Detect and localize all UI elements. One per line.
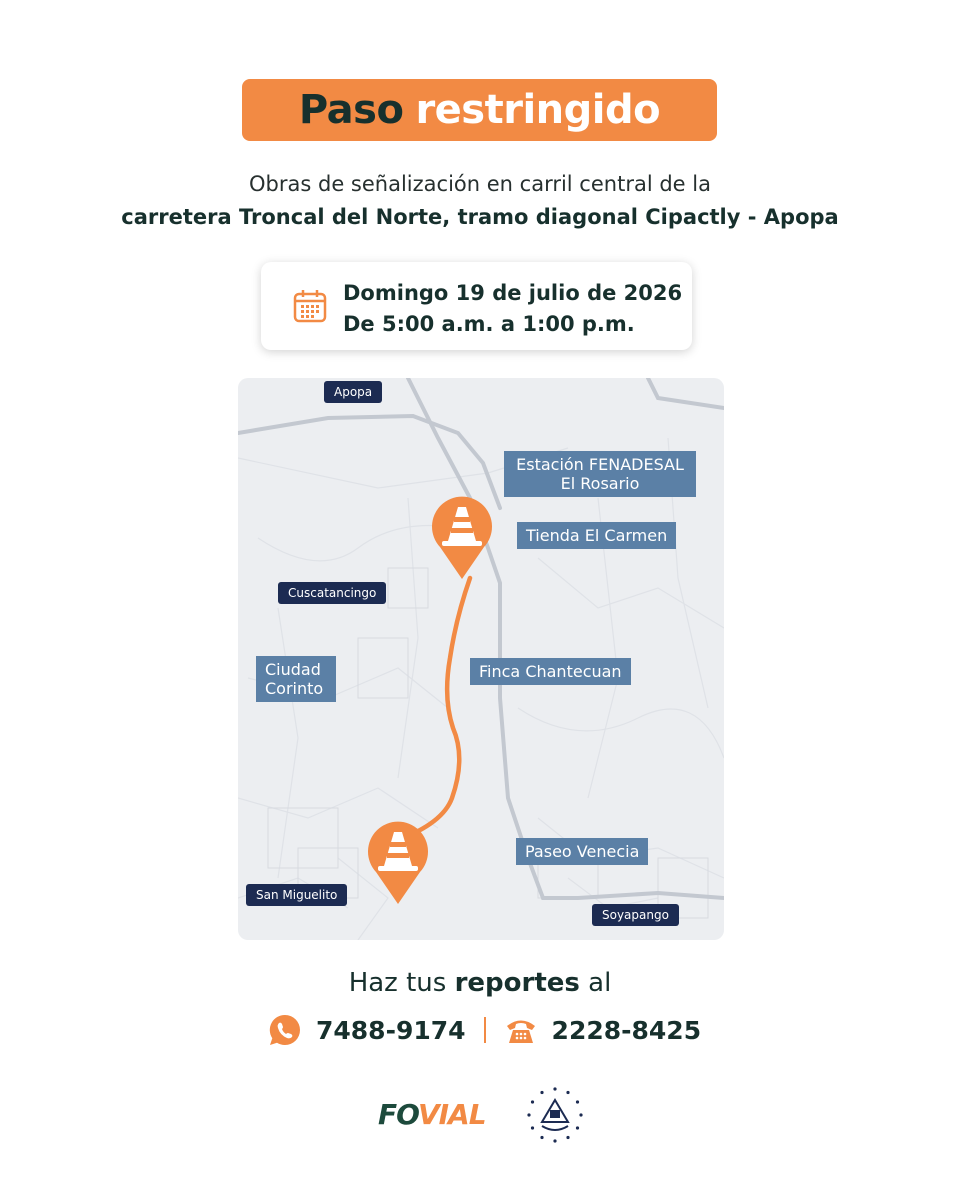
- closure-route: [398, 578, 470, 840]
- title-banner: [242, 79, 717, 141]
- reports-prefix: Haz tus: [348, 968, 447, 998]
- title-part1: Paso: [298, 87, 404, 133]
- route-map[interactable]: [238, 378, 724, 940]
- whatsapp-icon: [268, 1013, 302, 1047]
- poi-estacion-fenadesal: Estación FENADESAL El Rosario: [504, 451, 696, 497]
- contact-row: [268, 1010, 701, 1050]
- town-label-cuscatancingo: Cuscatancingo: [278, 582, 386, 604]
- description-line2: carretera Troncal del Norte, tramo diagonal Cipactly - Apopa: [121, 205, 839, 229]
- schedule-time: De 5:00 a.m. a 1:00 p.m.: [343, 312, 635, 336]
- el-salvador-seal-icon: [526, 1086, 584, 1144]
- phone-number[interactable]: 2228-8425: [551, 1015, 702, 1045]
- divider: [484, 1017, 486, 1043]
- poi-tienda-el-carmen: Tienda El Carmen: [517, 522, 676, 549]
- whatsapp-number[interactable]: 7488-9174: [316, 1015, 466, 1045]
- fovial-logo: FOVIAL: [378, 1098, 486, 1131]
- title-part2: restringido: [415, 87, 661, 133]
- schedule-card: [261, 262, 692, 350]
- traffic-cone-icon[interactable]: [430, 495, 494, 581]
- town-label-soyapango: Soyapango: [592, 904, 679, 926]
- reports-heading: [0, 968, 960, 998]
- town-label-san-miguelito: San Miguelito: [246, 884, 347, 906]
- description-line1: Obras de señalización en carril central de la: [249, 172, 711, 196]
- poi-finca-chantecuan: Finca Chantecuan: [470, 658, 631, 685]
- reports-bold: reportes: [454, 968, 580, 998]
- calendar-icon: [293, 289, 327, 323]
- telephone-icon: [504, 1013, 538, 1047]
- poi-ciudad-corinto: Ciudad Corinto: [256, 656, 336, 702]
- town-label-apopa: Apopa: [324, 381, 382, 403]
- poi-paseo-venecia: Paseo Venecia: [516, 838, 648, 865]
- traffic-cone-icon[interactable]: [366, 820, 430, 906]
- reports-suffix: al: [588, 968, 612, 998]
- schedule-date: Domingo 19 de julio de 2026: [343, 281, 683, 305]
